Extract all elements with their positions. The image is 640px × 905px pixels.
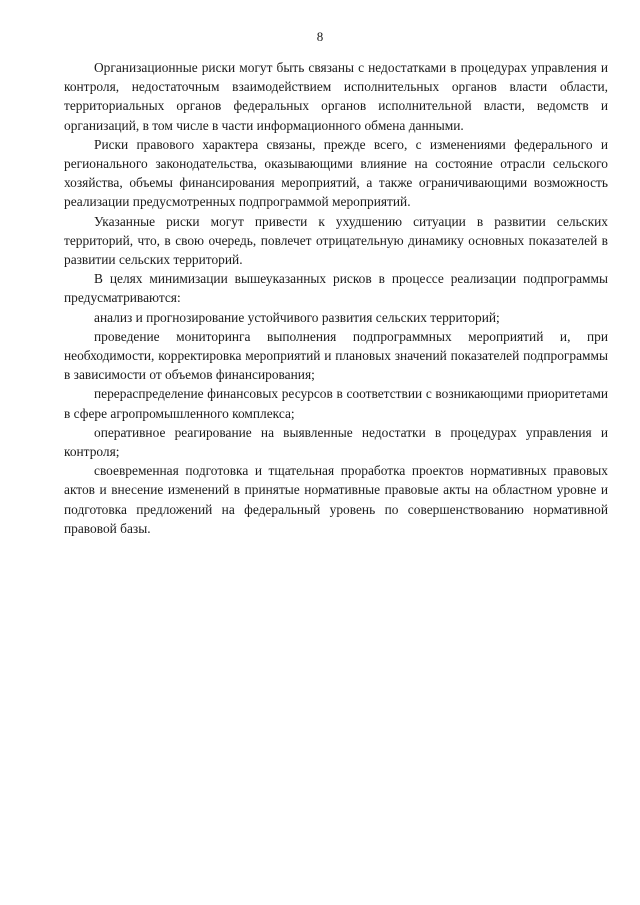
list-item-monitoring: проведение мониторинга выполнения подпрограммных мероприятий и, при необходимости, корректировка мероприятий и плановых значений показателей подпрограммы в зависимости от объемов финансирования; bbox=[64, 328, 608, 383]
list-item-redistribution: перераспределение финансовых ресурсов в соответствии с возникающими приоритетами в сфере агропромышленного комплекса; bbox=[64, 386, 608, 421]
paragraph-risk-minimization-intro: В целях минимизации вышеуказанных рисков в процессе реализации подпрограммы предусматриваются: bbox=[64, 271, 608, 306]
paragraph-legal-risks: Риски правового характера связаны, прежде всего, с изменениями федерального и регионального законодательства, оказывающими влияние на состояние отрасли сельского хозяйства, объемы финансирования мероприятий, а также ограничивающими возможность реализации предусмотренных подпрограммой мероприятий. bbox=[64, 136, 608, 210]
page-number: 8 bbox=[316, 29, 324, 44]
document-body bbox=[64, 58, 608, 538]
paragraph-organizational-risks: Организационные риски могут быть связаны с недостатками в процедурах управления и контроля, недостаточным взаимодействием исполнительных органов власти области, территориальных органов федеральных органов исполнительной власти, ведомств и организаций, в том числе в части информационного обмена данными. bbox=[64, 60, 608, 133]
list-item-response: оперативное реагирование на выявленные недостатки в процедурах управления и контроля; bbox=[64, 424, 608, 460]
paragraph-risk-consequences: Указанные риски могут привести к ухудшению ситуации в развитии сельских территорий, что, в свою очередь, повлечет отрицательную динамику основных показателей в развитии сельских территорий. bbox=[64, 213, 608, 268]
list-item-analysis: анализ и прогнозирование устойчивого развития сельских территорий; bbox=[94, 309, 500, 325]
list-item-regulatory-preparation: своевременная подготовка и тщательная проработка проектов нормативных правовых актов и внесение изменений в принятые нормативные правовые акты на областном уровне и подготовка предложений на федеральный уровень по совершенствованию нормативной правовой базы. bbox=[64, 463, 608, 536]
